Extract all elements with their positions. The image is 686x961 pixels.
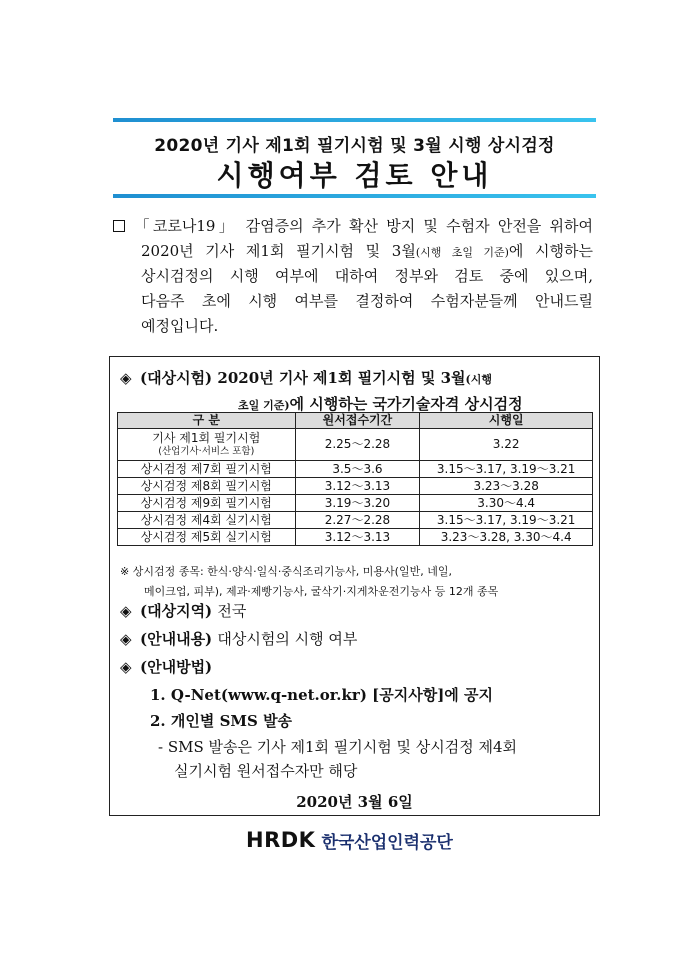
sms-note-line-2: 실기시험 원서접수자만 해당 (174, 762, 358, 780)
note-line-2: 메이크업, 피부), 제과·제빵기능사, 굴삭기·지게차운전기능사 등 12개 종목 (144, 585, 499, 598)
hrdk-logo-name: 한국산업인력공단 (321, 832, 453, 853)
content-value: 대상시험의 시행 여부 (217, 630, 358, 648)
row-sub: (산업기사·서비스 포함) (158, 445, 255, 457)
cell-name: 상시검정 제5회 실기시험 (118, 529, 296, 546)
header-exam-date: 시행일 (420, 413, 593, 429)
target-text-a: 2020년 기사 제1회 필기시험 및 3월 (217, 369, 466, 387)
table-row (118, 429, 593, 461)
section-region (120, 600, 246, 621)
diamond-bullet-icon: ◈ (120, 658, 132, 676)
table-row (118, 529, 593, 546)
method-label: (안내방법) (140, 658, 213, 676)
target-exam-heading (120, 366, 590, 418)
intro-text-2a: 2020년 기사 제1회 필기시험 및 3월 (141, 242, 416, 260)
table-row (118, 478, 593, 495)
cell-period: 3.19～3.20 (295, 495, 420, 512)
header-category: 구 분 (118, 413, 296, 429)
cell-date: 3.15～3.17, 3.19～3.21 (420, 512, 593, 529)
table-row (118, 461, 593, 478)
diamond-bullet-icon: ◈ (120, 630, 132, 648)
method-item-1: 1. Q-Net(www.q-net.or.kr) [공지사항]에 공지 (150, 686, 493, 704)
cell-date: 3.22 (420, 429, 593, 461)
target-text-small-b: 초일 기준) (238, 399, 290, 412)
checkbox-icon (113, 220, 125, 232)
cell-date: 3.23～3.28, 3.30～4.4 (420, 529, 593, 546)
method-item-2: 2. 개인별 SMS 발송 (150, 712, 293, 730)
cell-date: 3.15～3.17, 3.19～3.21 (420, 461, 593, 478)
cell-name (118, 429, 296, 461)
title-line-1: 2020년 기사 제1회 필기시험 및 3월 시행 상시검정 (154, 136, 555, 156)
intro-line-1 (113, 214, 593, 239)
table-row (118, 495, 593, 512)
document-title (113, 118, 596, 200)
cell-name: 상시검정 제4회 실기시험 (118, 512, 296, 529)
cell-name: 상시검정 제7회 필기시험 (118, 461, 296, 478)
intro-line-2 (113, 239, 593, 264)
exam-note (120, 562, 596, 602)
cell-name: 상시검정 제8회 필기시험 (118, 478, 296, 495)
region-label: (대상지역) (140, 602, 213, 620)
intro-text-2b: 에 시행하는 (508, 242, 593, 260)
target-text-b: 에 시행하는 국가기술자격 상시검정 (289, 395, 523, 413)
title-line-2: 시행여부 검토 안내 (216, 159, 493, 192)
intro-line-3: 상시검정의 시행 여부에 대하여 정부와 검토 중에 있으며, (141, 267, 593, 285)
target-label: (대상시험) (140, 369, 213, 387)
diamond-bullet-icon: ◈ (120, 369, 132, 387)
cell-date: 3.30～4.4 (420, 495, 593, 512)
row-name: 기사 제1회 필기시험 (152, 430, 261, 445)
cell-name: 상시검정 제9회 필기시험 (118, 495, 296, 512)
title-bottom-bar (113, 194, 596, 198)
cell-period: 2.25～2.28 (295, 429, 420, 461)
hrdk-logo (246, 826, 453, 854)
cell-period: 3.5～3.6 (295, 461, 420, 478)
header-application-period: 원서접수기간 (295, 413, 420, 429)
cell-period: 3.12～3.13 (295, 478, 420, 495)
content-label: (안내내용) (140, 630, 213, 648)
cell-period: 3.12～3.13 (295, 529, 420, 546)
intro-text-1: 「코로나19」 감염증의 추가 확산 방지 및 수험자 안전을 위하여 (131, 217, 593, 235)
section-method (120, 656, 212, 677)
hrdk-logo-mark: HRDK (246, 828, 316, 852)
region-value: 전국 (217, 602, 247, 620)
table-row (118, 512, 593, 529)
target-text-small-a: (시행 (465, 373, 492, 386)
document-date: 2020년 3월 6일 (296, 793, 413, 811)
intro-line-4: 다음주 초에 시행 여부를 결정하여 수험자분들께 안내드릴 (141, 292, 593, 310)
sms-note-line-1: - SMS 발송은 기사 제1회 필기시험 및 상시검정 제4회 (158, 738, 518, 756)
title-top-bar (113, 118, 596, 122)
cell-period: 2.27～2.28 (295, 512, 420, 529)
sms-note (158, 735, 517, 783)
intro-paragraph (113, 214, 593, 339)
section-content (120, 628, 357, 649)
intro-text-2-small: (시행 초일 기준) (415, 246, 509, 259)
diamond-bullet-icon: ◈ (120, 602, 132, 620)
exam-schedule-table (117, 412, 593, 546)
table-header-row (118, 413, 593, 429)
cell-date: 3.23～3.28 (420, 478, 593, 495)
intro-line-5: 예정입니다. (141, 317, 219, 335)
note-line-1: ※ 상시검정 종목: 한식·양식·일식·중식조리기능사, 미용사(일반, 네일, (120, 565, 452, 578)
